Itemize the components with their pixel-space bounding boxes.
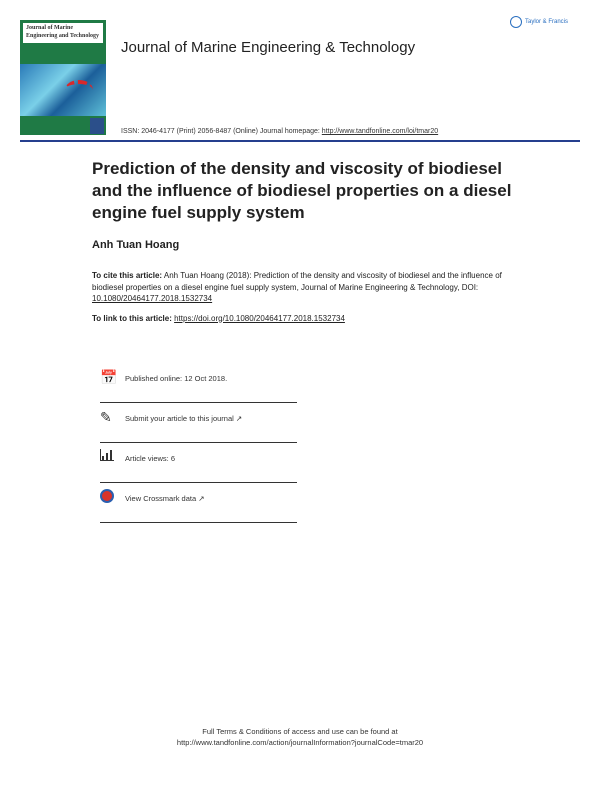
crossmark-link[interactable]: View Crossmark data ↗ (125, 494, 205, 503)
published-online-row (100, 363, 297, 403)
footer (0, 726, 600, 748)
journal-title: Journal of Marine Engineering & Technology (121, 39, 416, 56)
publisher-logo (510, 16, 568, 28)
cover-title: Journal of Marine Engineering and Technology (26, 25, 100, 39)
footer-url[interactable]: http://www.tandfonline.com/action/journalInformation?journalCode=tmar20 (176, 738, 424, 747)
footer-terms: Full Terms & Conditions of access and use can be found at (202, 727, 398, 736)
published-online-text: Published online: 12 Oct 2018. (125, 374, 228, 383)
article-title: Prediction of the density and viscosity of biodiesel and the influence of biodiesel properties on a diesel engine fuel supply system (92, 159, 512, 222)
submit-article-link[interactable]: Submit your article to this journal ↗ (125, 414, 243, 423)
journal-cover-image (20, 20, 106, 135)
doi-link[interactable]: 10.1080/20464177.2018.1532734 (92, 294, 213, 303)
cite-label: To cite this article: (92, 271, 163, 280)
article-author: Anh Tuan Hoang (92, 239, 180, 251)
article-info (92, 158, 532, 324)
link-label: To link to this article: (92, 313, 175, 323)
issn-line (121, 128, 438, 135)
citation (92, 270, 532, 305)
journal-homepage-link[interactable]: http://www.tandfonline.com/loi/tmar20 (321, 128, 439, 135)
article-views-row (100, 443, 297, 483)
publisher-name: Taylor & Francis (525, 19, 569, 25)
article-link (92, 313, 532, 325)
crossmark-icon (100, 489, 118, 505)
tf-logo-icon (510, 16, 522, 28)
bar-chart-icon (100, 449, 118, 465)
header-divider (20, 140, 580, 142)
cite-text: Anh Tuan Hoang (2018): Prediction of the density and viscosity of biodiesel and the influence of biodiesel properties on a diesel engine fuel supply system, Journal of Marine Engineering & Technology, DOI: (92, 271, 502, 292)
calendar-icon: 📅 (100, 369, 118, 385)
crossmark-row[interactable] (100, 483, 297, 523)
article-views-text: Article views: 6 (125, 454, 176, 463)
doi-url-link[interactable]: https://doi.org/10.1080/20464177.2018.1532734 (174, 313, 345, 323)
submit-article-row[interactable] (100, 403, 297, 443)
issn-text: ISSN: 2046-4177 (Print) 2056-8487 (Online) Journal homepage: (121, 128, 322, 135)
edit-icon: ✎ (100, 409, 112, 425)
